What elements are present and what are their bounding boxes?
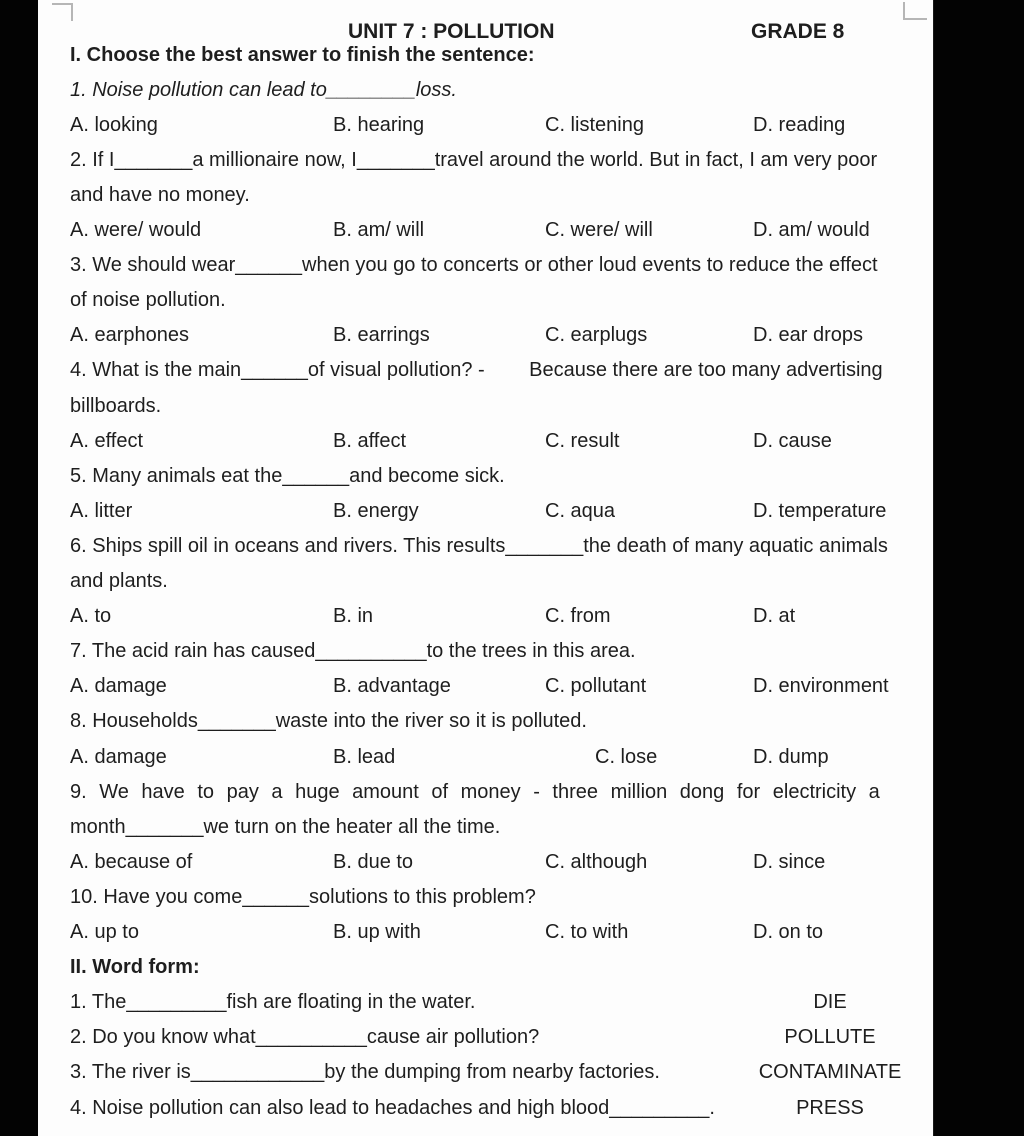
wordform-sentence: 2. Do you know what__________cause air pollution? bbox=[70, 1026, 540, 1049]
option-item: A. earphones bbox=[70, 324, 189, 347]
option-item: B. energy bbox=[333, 499, 419, 522]
right-letterbox-bar bbox=[933, 0, 1024, 1136]
option-item: A. damage bbox=[70, 745, 167, 768]
question-text-line: billboards. bbox=[70, 394, 162, 417]
section-heading: II. Word form: bbox=[70, 956, 200, 979]
wordform-keyword: POLLUTE bbox=[784, 1026, 876, 1049]
question-text-line: 10. Have you come______solutions to this problem? bbox=[70, 885, 536, 908]
option-item: B. am/ will bbox=[333, 219, 425, 241]
question-text-line: and plants. bbox=[70, 570, 168, 592]
option-item: C. to with bbox=[545, 921, 629, 943]
wordform-sentence: 1. The_________fish are floating in the water. bbox=[70, 991, 476, 1014]
wordform-line bbox=[70, 985, 847, 1020]
option-item: B. up with bbox=[333, 921, 421, 943]
crop-corner-top-right-icon bbox=[903, 2, 927, 20]
left-letterbox-bar bbox=[0, 0, 39, 1136]
option-item: A. to bbox=[70, 605, 112, 628]
question-text-line: 3. We should wear______when you go to concerts or other loud events to reduce the effect bbox=[70, 254, 878, 277]
option-item: D. dump bbox=[753, 745, 829, 768]
question-text-line: and have no money. bbox=[70, 183, 250, 206]
option-item: C. although bbox=[545, 850, 648, 873]
question-text-line: 7. The acid rain has caused__________to the trees in this area. bbox=[70, 640, 636, 663]
option-item: A. were/ would bbox=[70, 219, 202, 241]
question-text-line: 2. If I_______a millionaire now, I_______travel around the world. But in fact, I am very poor bbox=[70, 148, 878, 171]
wordform-keyword: PRESS bbox=[796, 1096, 864, 1119]
option-item: D. cause bbox=[753, 429, 832, 452]
question-text-line: 1. Noise pollution can lead to________loss. bbox=[70, 78, 457, 101]
option-item: D. environment bbox=[753, 675, 889, 698]
wordform-sentence: 3. The river is____________by the dumping from nearby factories. bbox=[70, 1061, 660, 1084]
option-item: C. pollutant bbox=[545, 675, 647, 698]
wordform-sentence: 4. Noise pollution can also lead to headaches and high blood_________. bbox=[70, 1096, 715, 1119]
option-item: C. were/ will bbox=[545, 219, 653, 241]
option-item: B. due to bbox=[333, 850, 414, 873]
option-item: B. in bbox=[333, 605, 374, 628]
question-text-line: 6. Ships spill oil in oceans and rivers. This results_______the death of many aquatic animals bbox=[70, 534, 888, 557]
worksheet-page bbox=[38, 0, 933, 1136]
section-heading: I. Choose the best answer to finish the sentence: bbox=[70, 43, 535, 66]
option-item: D. temperature bbox=[753, 499, 887, 522]
wordform-line bbox=[70, 1020, 876, 1055]
option-item: D. ear drops bbox=[753, 324, 864, 347]
option-item: A. up to bbox=[70, 921, 139, 943]
option-item: D. since bbox=[753, 850, 826, 873]
wordform-keyword: DIE bbox=[813, 991, 847, 1014]
option-item: A. because of bbox=[70, 850, 193, 873]
option-item: B. lead bbox=[333, 745, 396, 768]
option-item: B. affect bbox=[333, 429, 407, 452]
page-title: UNIT 7 : POLLUTION bbox=[348, 20, 555, 43]
option-item: A. litter bbox=[70, 499, 133, 522]
option-item: D. am/ would bbox=[753, 219, 870, 241]
wordform-line bbox=[70, 1055, 902, 1090]
option-item: D. at bbox=[753, 605, 796, 628]
question-text-line: 9. We have to pay a huge amount of money - three million dong for electricity a bbox=[70, 780, 880, 803]
option-item: C. result bbox=[545, 429, 620, 452]
wordform-keyword: CONTAMINATE bbox=[758, 1061, 902, 1084]
option-item: D. reading bbox=[753, 113, 846, 136]
question-text-line: 4. What is the main______of visual pollution? - Because there are too many advertising bbox=[70, 359, 883, 382]
question-text-line: 8. Households_______waste into the river so it is polluted. bbox=[70, 710, 587, 733]
option-item: C. aqua bbox=[545, 499, 616, 522]
option-item: B. advantage bbox=[333, 675, 451, 698]
option-item: B. earrings bbox=[333, 324, 430, 347]
option-item: B. hearing bbox=[333, 113, 425, 136]
option-item: C. earplugs bbox=[545, 324, 648, 347]
option-item: C. listening bbox=[545, 113, 644, 136]
crop-corner-top-left-icon bbox=[52, 3, 73, 21]
option-item: C. lose bbox=[595, 745, 658, 768]
question-text-line: month_______we turn on the heater all the time. bbox=[70, 815, 501, 838]
question-text-line: 5. Many animals eat the______and become sick. bbox=[70, 464, 505, 487]
grade-label: GRADE 8 bbox=[751, 20, 845, 43]
option-item: C. from bbox=[545, 605, 611, 628]
option-item: A. looking bbox=[70, 113, 158, 136]
option-item: D. on to bbox=[753, 921, 824, 943]
option-item: A. damage bbox=[70, 675, 167, 698]
option-item: A. effect bbox=[70, 429, 144, 452]
wordform-line bbox=[70, 1091, 864, 1126]
question-text-line: of noise pollution. bbox=[70, 289, 226, 312]
